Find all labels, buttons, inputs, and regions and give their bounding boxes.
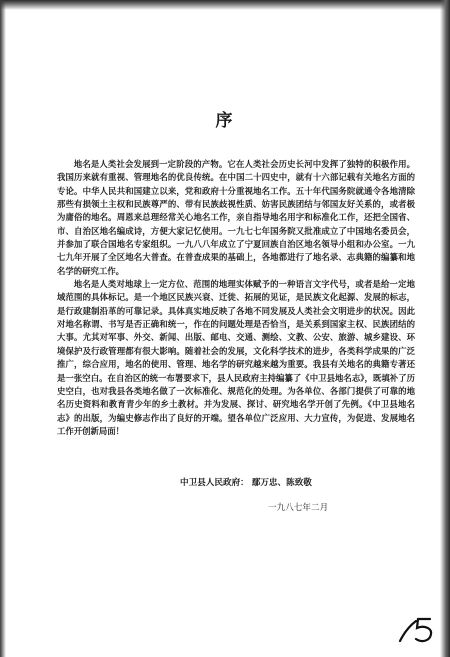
paragraph-1: 地名是人类社会发展到一定阶段的产物。它在人类社会历史长河中发挥了独特的积极作用。我国历来就有重视、管理地名的优良传统。在中国二十四史中，就有十六部记载有关地名方面的专论。中华人民共和国建立以来，党和政府十分重视地名工作。五十年代国务院就通令各地清除那些有损领土主权和民族尊严的、带有民族歧视性质、妨害民族团结与邻国友好关系的，或者极为庸俗的地名。周恩来总理经常关心地名工作，亲自指导地名用字和标准化工作，还把全国省、市、自治区地名编成诗，方便大家记忆使用。一九七七年国务院又批准成立了中国地名委员会，并参加了联合国地名专家组织。一九八八年成立了宁夏回族自治区地名领导小组和办公室。一九七九年开展了全区地名大普查。在普查成果的基础上，各地都进行了地名录、志典籍的编纂和地名学的研究工作。 — [57, 159, 415, 276]
preface-body — [57, 158, 415, 438]
handwritten-page-number — [394, 613, 440, 647]
scan-shadow-right — [440, 0, 450, 657]
date: 一九八七年二月 — [268, 503, 329, 513]
paragraph-2: 地名是人类对地球上一定方位、范围的地理实体赋予的一种语言文字代号，或者是给一定地域范围的具体标记。是一个地区民族兴衰、迁徙、拓展的见证，是民族文化起源、发展的标志，是行政建制沿革的可靠记录。具体真实地反映了各地不同发展及人类社会文明进步的状况。因此对地名称谓、书写是否正确和统一，作在的问题处理是否恰当，是关系到国家主权、民族团结的大事。尤其对军事、外交、新闻、出版、邮电、交通、测绘、文教、公安、旅游、城乡建设、环境保护及行政管理都有很大影响。随着社会的发展，文化科学技术的进步，各类科学成果的广泛推广，综合应用，地名的使用、管理、地名学的研究越来越为重要。我县有关地名的典籍专著还是一张空白。在自治区的统一布署要求下，县人民政府主持编纂了《中卫县地名志》，既填补了历史空白，也对我县各类地名做了一次标准化、规范化的处理。为各单位、各部门提供了可靠的地名历史资料和教育青少年的乡土教材。并为发展、探讨、研究地名学开创了先例。《中卫县地名志》的出版，为编史修志作出了良好的开端。望各单位广泛应用、大力宣传，为促进、发展地名工作开创新局面！ — [57, 279, 415, 436]
scan-shadow-left — [0, 0, 6, 657]
signature: 中卫县人民政府： 鄢万忠、陈致敬 — [180, 478, 312, 488]
page-title: 序 — [215, 111, 235, 131]
scan-shadow-top — [0, 0, 450, 10]
